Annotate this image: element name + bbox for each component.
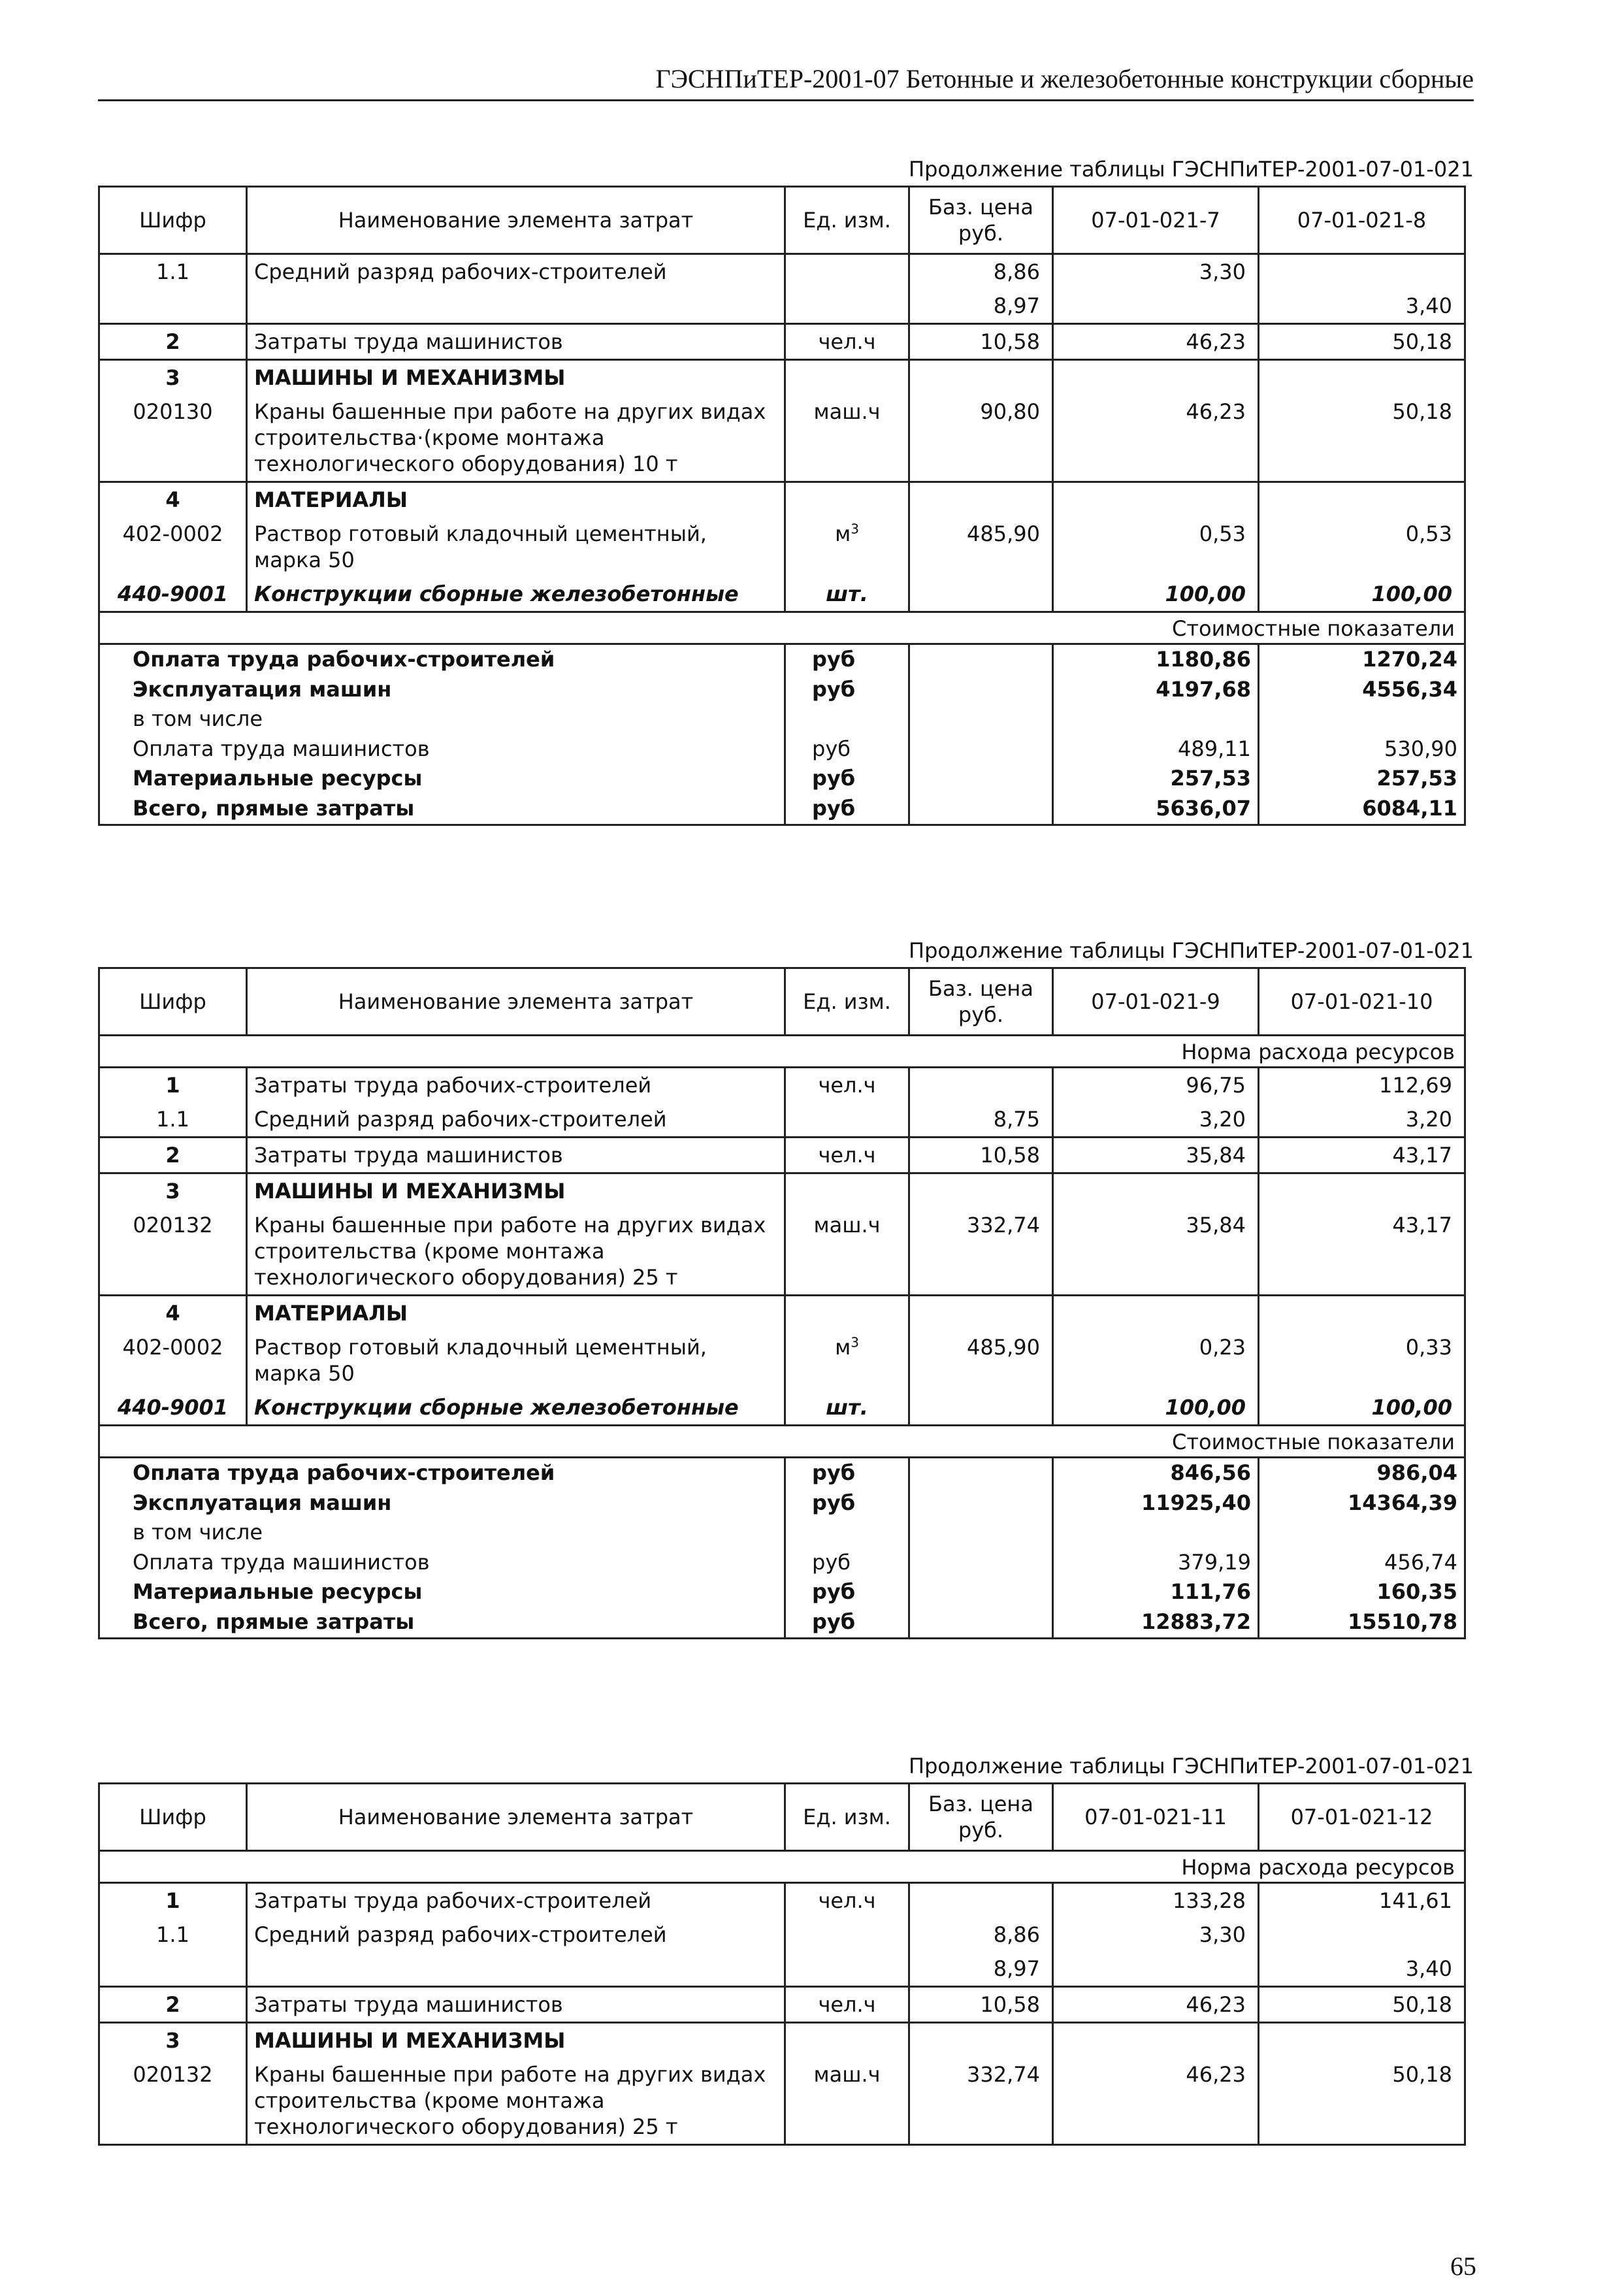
summary-label: Эксплуатация машин — [99, 675, 785, 705]
row-value-a: 0,53 — [1053, 517, 1259, 577]
row-price: 8,97 — [909, 1952, 1053, 1987]
summary-unit — [785, 1518, 909, 1548]
row-group-operators — [99, 324, 1465, 360]
row-price: 485,90 — [909, 517, 1053, 577]
row-group-materials — [99, 482, 1465, 612]
cost-section-header — [99, 1426, 1465, 1458]
col-a-header: 07-01-021-7 — [1053, 187, 1259, 254]
row-value-a: 35,84 — [1053, 1138, 1259, 1173]
row-value-a: 3,30 — [1053, 254, 1259, 289]
section-label-row — [99, 1426, 1465, 1458]
col-unit-header: Ед. изм. — [785, 968, 909, 1036]
row-group-machines — [99, 360, 1465, 482]
summary-unit — [785, 704, 909, 734]
row-name: Средний разряд рабочих-строителей — [247, 254, 785, 289]
table-header-row — [99, 1784, 1465, 1851]
table-2 — [98, 967, 1466, 1639]
summary-value-b: 456,74 — [1259, 1548, 1465, 1578]
row-name: Затраты труда машинистов — [247, 1138, 785, 1173]
row-code: 020132 — [99, 2057, 247, 2145]
table-row — [99, 1138, 1465, 1173]
empty-cell — [1053, 360, 1259, 395]
summary-value-a — [1053, 704, 1259, 734]
row-name: Краны башенные при работе на других видах строительства (кроме монтажа технологического оборудования) 25 т — [247, 1208, 785, 1296]
summary-row — [99, 1458, 1465, 1488]
summary-unit: руб — [785, 794, 909, 825]
summary-label: Оплата труда рабочих-строителей — [99, 644, 785, 675]
col-price-header: Баз. цена руб. — [909, 968, 1053, 1036]
row-code: 1 — [99, 1068, 247, 1103]
row-value-a: 46,23 — [1053, 2057, 1259, 2145]
summary-value-a: 257,53 — [1053, 764, 1259, 794]
norm-section-header — [99, 1851, 1465, 1883]
empty-cell — [909, 1296, 1053, 1331]
summary-row — [99, 1577, 1465, 1607]
table-row — [99, 1952, 1465, 1987]
section-code: 4 — [99, 1296, 247, 1331]
summary-unit: руб — [785, 734, 909, 764]
row-value-b: 0,33 — [1259, 1330, 1465, 1390]
table-2-caption: Продолжение таблицы ГЭСНПиТЕР-2001-07-01-021 — [909, 938, 1474, 963]
row-value-b: 50,18 — [1259, 1987, 1465, 2023]
row-name: Затраты труда рабочих-строителей — [247, 1883, 785, 1918]
row-value-a: 46,23 — [1053, 324, 1259, 360]
row-code: 1 — [99, 1883, 247, 1918]
summary-empty — [909, 794, 1053, 825]
row-value-a: 3,30 — [1053, 1918, 1259, 1952]
row-code: 020130 — [99, 395, 247, 482]
summary-label: в том числе — [99, 1518, 785, 1548]
row-value-b: 43,17 — [1259, 1208, 1465, 1296]
page-header — [98, 60, 1474, 101]
col-unit-header: Ед. изм. — [785, 1784, 909, 1851]
row-group-operators — [99, 1987, 1465, 2023]
row-value-a: 35,84 — [1053, 1208, 1259, 1296]
col-b-header: 07-01-021-10 — [1259, 968, 1465, 1036]
unit-superscript: 3 — [851, 521, 859, 537]
summary-value-a: 846,56 — [1053, 1458, 1259, 1488]
table-header-row — [99, 187, 1465, 254]
table-row — [99, 1102, 1465, 1138]
summary-value-b: 530,90 — [1259, 734, 1465, 764]
row-unit: чел.ч — [785, 324, 909, 360]
unit-text: м — [835, 521, 851, 546]
col-name-header: Наименование элемента затрат — [247, 187, 785, 254]
row-name — [247, 289, 785, 324]
summary-unit: руб — [785, 644, 909, 675]
row-group-machines — [99, 2023, 1465, 2145]
row-name: Раствор готовый кладочный цементный, марка 50 — [247, 517, 785, 577]
row-value-a: 133,28 — [1053, 1883, 1259, 1918]
summary-unit: руб — [785, 1577, 909, 1607]
summary-row — [99, 675, 1465, 705]
summary-value-b: 160,35 — [1259, 1577, 1465, 1607]
row-name: Раствор готовый кладочный цементный, марка 50 — [247, 1330, 785, 1390]
section-code: 4 — [99, 482, 247, 517]
row-price: 8,75 — [909, 1102, 1053, 1138]
col-b-header: 07-01-021-12 — [1259, 1784, 1465, 1851]
summary-unit: руб — [785, 1548, 909, 1578]
summary-unit: руб — [785, 1458, 909, 1488]
row-price: 10,58 — [909, 1987, 1053, 2023]
empty-cell — [1259, 1173, 1465, 1209]
row-value-b — [1259, 254, 1465, 289]
row-value-b: 43,17 — [1259, 1138, 1465, 1173]
summary-empty — [909, 1458, 1053, 1488]
empty-cell — [1259, 360, 1465, 395]
table-row — [99, 577, 1465, 612]
row-price: 332,74 — [909, 2057, 1053, 2145]
section-title-row — [99, 482, 1465, 517]
summary-value-b: 15510,78 — [1259, 1607, 1465, 1638]
col-a-header: 07-01-021-11 — [1053, 1784, 1259, 1851]
row-value-a: 100,00 — [1053, 577, 1259, 612]
table-row — [99, 254, 1465, 289]
row-value-b: 50,18 — [1259, 324, 1465, 360]
row-unit — [785, 254, 909, 289]
col-price-header: Баз. цена руб. — [909, 187, 1053, 254]
table-3-caption: Продолжение таблицы ГЭСНПиТЕР-2001-07-01-021 — [909, 1754, 1474, 1778]
summary-empty — [909, 675, 1053, 705]
row-code: 2 — [99, 1138, 247, 1173]
empty-cell — [1053, 482, 1259, 517]
summary-value-b — [1259, 1518, 1465, 1548]
empty-cell — [785, 2023, 909, 2058]
col-name-header: Наименование элемента затрат — [247, 968, 785, 1036]
row-group-labour — [99, 1068, 1465, 1138]
summary-row — [99, 704, 1465, 734]
table-row — [99, 2057, 1465, 2145]
row-code: 1.1 — [99, 1918, 247, 1952]
summary-label: в том числе — [99, 704, 785, 734]
empty-cell — [785, 1296, 909, 1331]
norm-header-label: Норма расхода ресурсов — [99, 1036, 1465, 1068]
table-row — [99, 324, 1465, 360]
row-unit: маш.ч — [785, 395, 909, 482]
summary-unit: руб — [785, 1488, 909, 1518]
summary-empty — [909, 644, 1053, 675]
row-code: 402-0002 — [99, 1330, 247, 1390]
row-value-a: 46,23 — [1053, 395, 1259, 482]
summary-empty — [909, 1518, 1053, 1548]
row-price: 8,97 — [909, 289, 1053, 324]
summary-unit: руб — [785, 675, 909, 705]
row-unit: чел.ч — [785, 1068, 909, 1103]
row-price: 10,58 — [909, 324, 1053, 360]
summary-value-b: 4556,34 — [1259, 675, 1465, 705]
row-value-a — [1053, 1952, 1259, 1987]
summary-row — [99, 1548, 1465, 1578]
norm-section-header — [99, 1036, 1465, 1068]
table-row — [99, 1987, 1465, 2023]
row-group-materials — [99, 1296, 1465, 1426]
section-title-row — [99, 1296, 1465, 1331]
row-code — [99, 1952, 247, 1987]
row-code: 1.1 — [99, 1102, 247, 1138]
row-unit — [785, 289, 909, 324]
section-title: МАТЕРИАЛЫ — [247, 482, 785, 517]
unit-superscript: 3 — [851, 1334, 859, 1351]
summary-empty — [909, 1548, 1053, 1578]
section-title: МАШИНЫ И МЕХАНИЗМЫ — [247, 1173, 785, 1209]
summary-row — [99, 1518, 1465, 1548]
row-value-a: 46,23 — [1053, 1987, 1259, 2023]
row-group-avg-grade — [99, 254, 1465, 324]
summary-value-b: 257,53 — [1259, 764, 1465, 794]
summary-empty — [909, 704, 1053, 734]
empty-cell — [1053, 1296, 1259, 1331]
row-unit: чел.ч — [785, 1883, 909, 1918]
summary-value-b — [1259, 704, 1465, 734]
empty-cell — [1259, 1296, 1465, 1331]
summary-row — [99, 1488, 1465, 1518]
row-name: Краны башенные при работе на других видах строительства·(кроме монтажа технологического оборудования) 10 т — [247, 395, 785, 482]
row-code: 2 — [99, 324, 247, 360]
section-title-row — [99, 360, 1465, 395]
summary-empty — [909, 764, 1053, 794]
cost-header-label: Стоимостные показатели — [99, 612, 1465, 644]
row-name: Конструкции сборные железобетонные — [247, 1390, 785, 1426]
col-b-header: 07-01-021-8 — [1259, 187, 1465, 254]
table-row — [99, 395, 1465, 482]
summary-value-b: 1270,24 — [1259, 644, 1465, 675]
row-value-a — [1053, 289, 1259, 324]
row-unit: чел.ч — [785, 1138, 909, 1173]
row-unit — [785, 1102, 909, 1138]
empty-cell — [1053, 2023, 1259, 2058]
section-code: 3 — [99, 1173, 247, 1209]
section-title: МАШИНЫ И МЕХАНИЗМЫ — [247, 2023, 785, 2058]
row-name: Конструкции сборные железобетонные — [247, 577, 785, 612]
row-price: 10,58 — [909, 1138, 1053, 1173]
row-code: 020132 — [99, 1208, 247, 1296]
row-code: 2 — [99, 1987, 247, 2023]
row-value-a: 0,23 — [1053, 1330, 1259, 1390]
row-value-b — [1259, 1918, 1465, 1952]
summary-row — [99, 644, 1465, 675]
summary-value-b: 986,04 — [1259, 1458, 1465, 1488]
summary-empty — [909, 1577, 1053, 1607]
row-name: Затраты труда рабочих-строителей — [247, 1068, 785, 1103]
empty-cell — [1259, 482, 1465, 517]
row-value-b: 3,40 — [1259, 1952, 1465, 1987]
col-a-header: 07-01-021-9 — [1053, 968, 1259, 1036]
empty-cell — [1259, 2023, 1465, 2058]
row-code — [99, 289, 247, 324]
summary-value-a: 4197,68 — [1053, 675, 1259, 705]
row-value-a: 3,20 — [1053, 1102, 1259, 1138]
empty-cell — [785, 1173, 909, 1209]
empty-cell — [785, 360, 909, 395]
row-unit — [785, 1952, 909, 1987]
summary-label: Всего, прямые затраты — [99, 794, 785, 825]
summary-row — [99, 764, 1465, 794]
row-code: 402-0002 — [99, 517, 247, 577]
summary-label: Оплата труда рабочих-строителей — [99, 1458, 785, 1488]
summary-value-a: 11925,40 — [1053, 1488, 1259, 1518]
table-row — [99, 1390, 1465, 1426]
col-name-header: Наименование элемента затрат — [247, 1784, 785, 1851]
section-title: МАТЕРИАЛЫ — [247, 1296, 785, 1331]
col-code-header: Шифр — [99, 968, 247, 1036]
row-value-b: 100,00 — [1259, 577, 1465, 612]
row-code: 1.1 — [99, 254, 247, 289]
page-number: 65 — [1450, 2252, 1476, 2281]
row-code: 440-9001 — [99, 577, 247, 612]
summary-label: Материальные ресурсы — [99, 1577, 785, 1607]
section-code: 3 — [99, 2023, 247, 2058]
row-unit — [785, 1330, 909, 1390]
col-code-header: Шифр — [99, 1784, 247, 1851]
summary-block — [99, 1458, 1465, 1639]
summary-block — [99, 644, 1465, 825]
summary-value-a: 489,11 — [1053, 734, 1259, 764]
table-header-row — [99, 968, 1465, 1036]
summary-value-a — [1053, 1518, 1259, 1548]
table-1-caption: Продолжение таблицы ГЭСНПиТЕР-2001-07-01-021 — [909, 157, 1474, 182]
row-price: 485,90 — [909, 1330, 1053, 1390]
row-value-b: 141,61 — [1259, 1883, 1465, 1918]
table-row — [99, 1208, 1465, 1296]
row-value-b: 50,18 — [1259, 395, 1465, 482]
row-group-operators — [99, 1138, 1465, 1173]
row-unit: маш.ч — [785, 1208, 909, 1296]
row-value-b: 3,20 — [1259, 1102, 1465, 1138]
table-row — [99, 1330, 1465, 1390]
norm-header-label: Норма расхода ресурсов — [99, 1851, 1465, 1883]
row-unit: маш.ч — [785, 2057, 909, 2145]
row-unit: чел.ч — [785, 1987, 909, 2023]
summary-empty — [909, 1607, 1053, 1638]
table-row — [99, 289, 1465, 324]
row-value-a: 100,00 — [1053, 1390, 1259, 1426]
summary-empty — [909, 734, 1053, 764]
row-price: 332,74 — [909, 1208, 1053, 1296]
row-value-a: 96,75 — [1053, 1068, 1259, 1103]
summary-label: Всего, прямые затраты — [99, 1607, 785, 1638]
summary-value-a: 12883,72 — [1053, 1607, 1259, 1638]
row-value-b: 3,40 — [1259, 289, 1465, 324]
row-value-b: 50,18 — [1259, 2057, 1465, 2145]
table-3 — [98, 1782, 1466, 2146]
empty-cell — [1053, 1173, 1259, 1209]
table-1 — [98, 186, 1466, 826]
row-group-machines — [99, 1173, 1465, 1296]
row-unit: шт. — [785, 1390, 909, 1426]
summary-value-a: 111,76 — [1053, 1577, 1259, 1607]
page-header-title: ГЭСНПиТЕР-2001-07 Бетонные и железобетонные конструкции сборные — [655, 64, 1474, 93]
summary-label: Эксплуатация машин — [99, 1488, 785, 1518]
row-code: 440-9001 — [99, 1390, 247, 1426]
empty-cell — [909, 2023, 1053, 2058]
summary-value-a: 5636,07 — [1053, 794, 1259, 825]
row-price — [909, 1883, 1053, 1918]
summary-label: Оплата труда машинистов — [99, 734, 785, 764]
row-name: Затраты труда машинистов — [247, 1987, 785, 2023]
empty-cell — [909, 360, 1053, 395]
summary-row — [99, 1607, 1465, 1638]
section-title-row — [99, 1173, 1465, 1209]
table-row — [99, 1918, 1465, 1952]
row-price — [909, 1068, 1053, 1103]
empty-cell — [785, 482, 909, 517]
unit-text: м — [835, 1335, 851, 1360]
col-unit-header: Ед. изм. — [785, 187, 909, 254]
section-title-row — [99, 2023, 1465, 2058]
row-value-b: 112,69 — [1259, 1068, 1465, 1103]
row-group-labour — [99, 1883, 1465, 1987]
summary-value-a: 379,19 — [1053, 1548, 1259, 1578]
section-label-row — [99, 612, 1465, 644]
summary-empty — [909, 1488, 1053, 1518]
empty-cell — [909, 482, 1053, 517]
col-code-header: Шифр — [99, 187, 247, 254]
table-row — [99, 1068, 1465, 1103]
row-unit — [785, 517, 909, 577]
row-price — [909, 577, 1053, 612]
summary-value-a: 1180,86 — [1053, 644, 1259, 675]
summary-unit: руб — [785, 1607, 909, 1638]
section-code: 3 — [99, 360, 247, 395]
row-value-b: 0,53 — [1259, 517, 1465, 577]
row-name: Краны башенные при работе на других видах строительства (кроме монтажа технологического оборудования) 25 т — [247, 2057, 785, 2145]
row-name: Средний разряд рабочих-строителей — [247, 1102, 785, 1138]
row-price: 8,86 — [909, 254, 1053, 289]
summary-value-b: 14364,39 — [1259, 1488, 1465, 1518]
summary-unit: руб — [785, 764, 909, 794]
section-label-row — [99, 1036, 1465, 1068]
row-price: 90,80 — [909, 395, 1053, 482]
section-label-row — [99, 1851, 1465, 1883]
row-value-b: 100,00 — [1259, 1390, 1465, 1426]
row-price: 8,86 — [909, 1918, 1053, 1952]
table-row — [99, 1883, 1465, 1918]
summary-value-b: 6084,11 — [1259, 794, 1465, 825]
row-name: Средний разряд рабочих-строителей — [247, 1918, 785, 1952]
empty-cell — [909, 1173, 1053, 1209]
cost-section-header — [99, 612, 1465, 644]
section-title: МАШИНЫ И МЕХАНИЗМЫ — [247, 360, 785, 395]
summary-label: Оплата труда машинистов — [99, 1548, 785, 1578]
row-unit — [785, 1918, 909, 1952]
table-row — [99, 517, 1465, 577]
summary-label: Материальные ресурсы — [99, 764, 785, 794]
col-price-header: Баз. цена руб. — [909, 1784, 1053, 1851]
cost-header-label: Стоимостные показатели — [99, 1426, 1465, 1458]
summary-row — [99, 734, 1465, 764]
row-name: Затраты труда машинистов — [247, 324, 785, 360]
row-unit: шт. — [785, 577, 909, 612]
row-price — [909, 1390, 1053, 1426]
summary-row — [99, 794, 1465, 825]
row-name — [247, 1952, 785, 1987]
